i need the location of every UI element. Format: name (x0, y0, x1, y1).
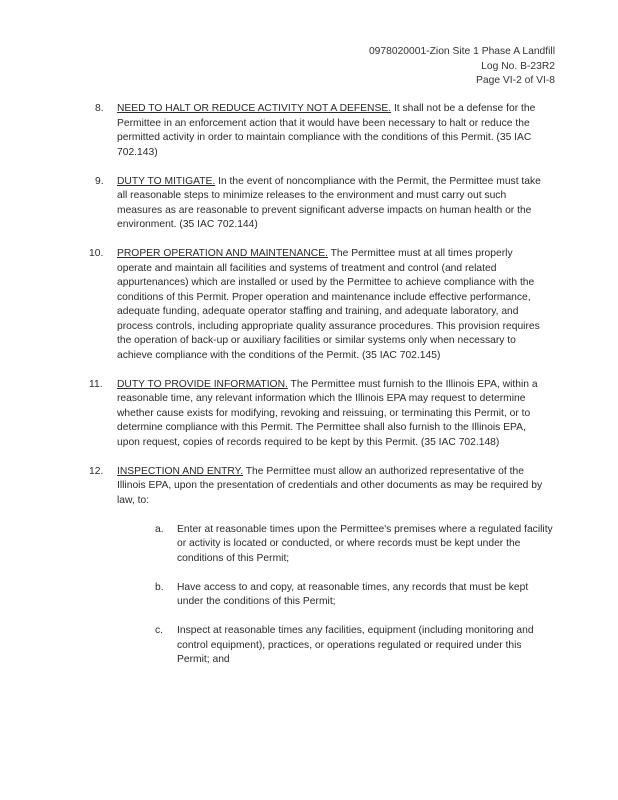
condition-item-11 (89, 378, 550, 451)
condition-item-12 (89, 465, 553, 668)
condition-text: In the event of noncompliance with the Permit, the Permittee must take all reasonable steps to minimize releases to the environment and must carry out such measures as are reasonable to prevent significant adverse impacts on human health or the environment. (35 IAC 702.144) (117, 175, 541, 230)
condition-item-8 (95, 102, 550, 160)
condition-heading: DUTY TO MITIGATE. (117, 175, 216, 187)
condition-item-9 (95, 175, 550, 233)
condition-item-10 (89, 247, 550, 363)
condition-heading: PROPER OPERATION AND MAINTENANCE. (117, 248, 328, 259)
page-header (369, 45, 555, 89)
subitem-letter: b. (155, 581, 164, 593)
header-facility-id: 0978020001-Zion Site 1 Phase A Landfill (368, 46, 555, 57)
header-log-number: Log No. B-23R2 (481, 60, 555, 72)
condition-heading: DUTY TO PROVIDE INFORMATION. (117, 378, 288, 390)
condition-text: The Permittee must furnish to the Illinois EPA, within a reasonable time, any relevant information which the Illinois EPA may request to determine whether cause exists for modifying, revoking and reissuing, or terminating this Permit, or to determine compliance with this Permit. The Permittee shall also furnish to the Illinois EPA, upon request, copies of records required to be kept by this Permit. (35 IAC 702.148) (117, 378, 538, 448)
permit-conditions-list (89, 102, 553, 682)
condition-number: 12. (89, 465, 104, 477)
condition-heading: NEED TO HALT OR REDUCE ACTIVITY NOT A DEFENSE. (117, 103, 392, 114)
condition-number: 10. (89, 248, 104, 259)
subitem-text: Inspect at reasonable times any facilities, equipment (including monitoring and control equipment), practices, or operations regulated or required under this Permit; and (177, 625, 534, 665)
condition-number: 11. (89, 378, 103, 390)
condition-text: It shall not be a defense for the Permittee in an enforcement action that it would have been necessary to halt or reduce the permitted activity in order to maintain compliance with the conditions of this Permit. (35 IAC 702.143) (117, 103, 536, 158)
subitem-letter: a. (155, 523, 164, 535)
condition-text: The Permittee must allow an authorized representative of the Illinois EPA, upon the presentation of credentials and other documents as may be required by law, to: (117, 465, 543, 506)
condition-number: 9. (95, 175, 104, 187)
subitem-b (155, 581, 557, 610)
subitem-text: Have access to and copy, at reasonable times, any records that must be kept under the conditions of this Permit; (177, 581, 529, 607)
subitem-text: Enter at reasonable times upon the Permittee's premises where a regulated facility or activity is located or conducted, or where records must be kept under the conditions of this Permit; (177, 523, 553, 564)
inspection-subitems-list (155, 523, 553, 668)
subitem-c (155, 624, 557, 668)
condition-number: 8. (95, 103, 104, 114)
condition-heading: INSPECTION AND ENTRY. (117, 465, 244, 477)
subitem-letter: c. (155, 625, 164, 636)
subitem-a (155, 523, 557, 567)
condition-text: The Permittee must at all times properly operate and maintain all facilities and systems of treatment and control (and related appurtenances) which are installed or used by the Permittee to achieve compliance with the conditions of this Permit. Proper operation and maintenance include effective performance, adequate funding, adequate operator staffing and training, and adequate laboratory, and process controls, including appropriate quality assurance procedures. This provision requires the operation of back-up or auxiliary facilities or similar systems only when necessary to achieve compliance with the conditions of the Permit. (35 IAC 702.145) (117, 248, 540, 361)
header-page-number: Page VI-2 of VI-8 (476, 75, 555, 86)
